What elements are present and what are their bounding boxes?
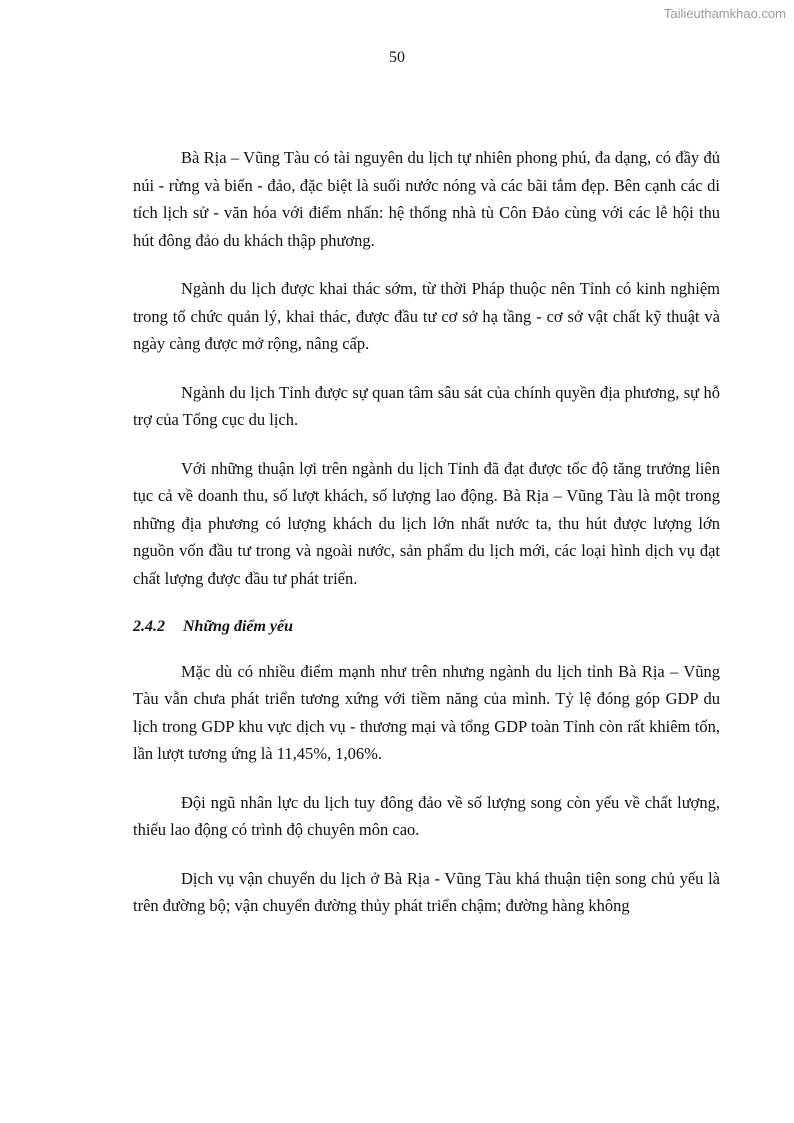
paragraph: Ngành du lịch Tỉnh được sự quan tâm sâu sát của chính quyền địa phương, sự hỗ trợ của Tổng cục du lịch.: [133, 382, 720, 429]
page-number: 50: [389, 49, 405, 66]
paragraph: Dịch vụ vận chuyển du lịch ở Bà Rịa - Vũng Tàu khá thuận tiện song chủ yếu là trên đường bộ; vận chuyển đường thủy phát triển chậm; đường hàng không: [133, 868, 720, 915]
watermark: Tailieuthamkhao.com: [663, 6, 786, 21]
section-heading: [133, 613, 720, 641]
paragraph: Mặc dù có nhiều điểm mạnh như trên nhưng ngành du lịch tỉnh Bà Rịa – Vũng Tàu vẫn chưa phát triển tương xứng với tiềm năng của mình. Tỷ lệ đóng góp GDP du lịch trong GDP khu vực dịch vụ - thương mại và tổng GDP toàn Tỉnh còn rất khiêm tốn, lần lượt tương ứng là 11,45%, 1,06%.: [133, 661, 720, 763]
paragraph: Với những thuận lợi trên ngành du lịch Tỉnh đã đạt được tốc độ tăng trưởng liên tục cả về doanh thu, số lượt khách, số lượng lao động. Bà Rịa – Vũng Tàu là một trong những địa phương có lượng khách du lịch lớn nhất nước ta, thu hút được lượng lớn nguồn vốn đầu tư trong và ngoài nước, sản phẩm du lịch mới, các loại hình dịch vụ đạt chất lượng được đầu tư phát triển.: [133, 458, 720, 588]
paragraph: Đội ngũ nhân lực du lịch tuy đông đảo về số lượng song còn yếu về chất lượng, thiếu lao động có trình độ chuyên môn cao.: [133, 792, 720, 839]
section-title: Những điểm yếu: [183, 618, 294, 635]
document-body: [133, 144, 720, 941]
paragraph: Bà Rịa – Vũng Tàu có tài nguyên du lịch tự nhiên phong phú, đa dạng, có đầy đủ núi - rừng và biển - đảo, đặc biệt là suối nước nóng và các bãi tắm đẹp. Bên cạnh các di tích lịch sử - văn hóa với điểm nhấn: hệ thống nhà tù Côn Đảo cùng với các lễ hội thu hút đông đảo du khách thập phương.: [133, 148, 720, 250]
section-number: 2.4.2: [133, 618, 165, 635]
paragraph: Ngành du lịch được khai thác sớm, từ thời Pháp thuộc nên Tỉnh có kinh nghiệm trong tổ chức quản lý, khai thác, được đầu tư cơ sở hạ tầng - cơ sở vật chất kỹ thuật và ngày càng được mở rộng, nâng cấp.: [133, 279, 720, 353]
